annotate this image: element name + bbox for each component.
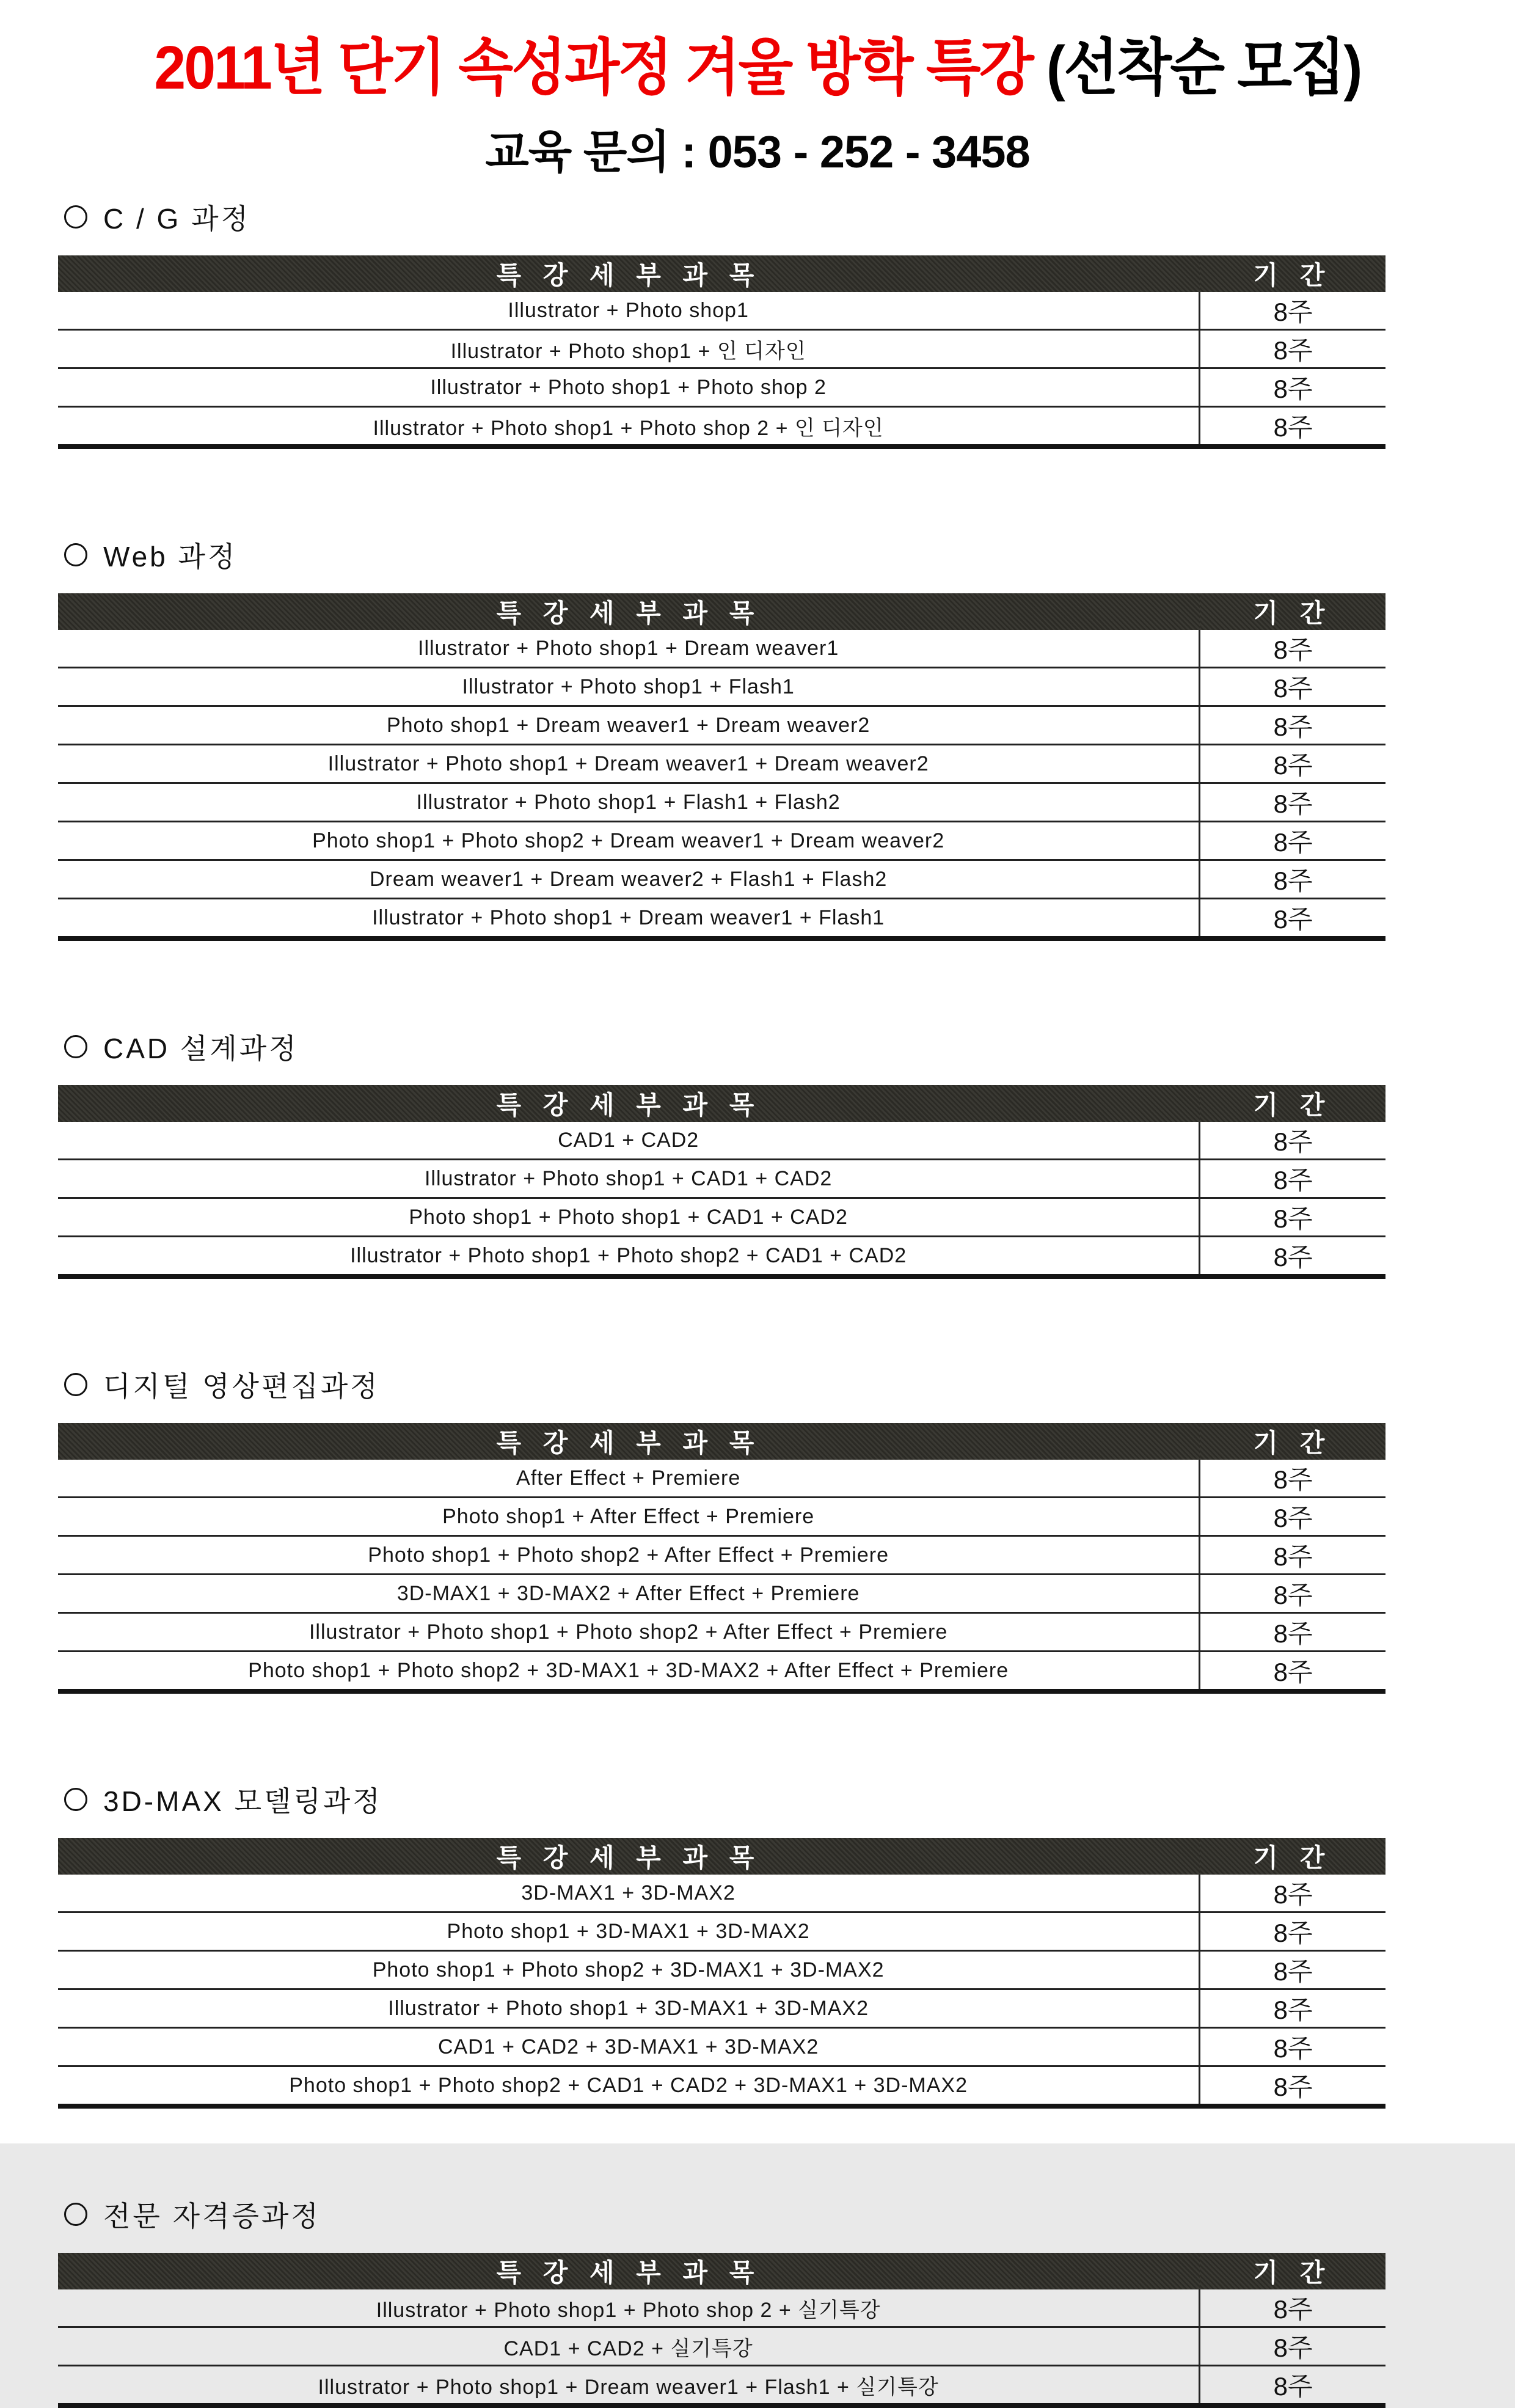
- section-title: C / G 과정: [103, 203, 250, 235]
- table-header-row: [58, 2253, 1385, 2289]
- course-table: [58, 1423, 1385, 1694]
- duration-cell: 8주: [1200, 745, 1385, 783]
- table-row: [58, 1875, 1385, 1912]
- table-row: [58, 1498, 1385, 1536]
- course-table: [58, 1838, 1385, 2109]
- table-row: [58, 668, 1385, 706]
- sections-container: [58, 197, 1385, 2408]
- subject-cell: Illustrator + Photo shop1 + Dream weaver1 + Flash1: [58, 899, 1200, 939]
- table-row: [58, 1575, 1385, 1613]
- table-row: [58, 745, 1385, 783]
- table-body: [58, 2289, 1385, 2406]
- subject-cell: After Effect + Premiere: [58, 1460, 1200, 1498]
- table-row: [58, 1460, 1385, 1498]
- duration-cell: 8주: [1200, 1198, 1385, 1237]
- subject-cell: Illustrator + Photo shop1 + Dream weaver1 + Dream weaver2: [58, 745, 1200, 783]
- circle-bullet-icon: [64, 1788, 87, 1811]
- course-section: [58, 535, 1385, 941]
- page-title: [53, 0, 1462, 106]
- subject-cell: Photo shop1 + Photo shop2 + 3D-MAX1 + 3D-MAX2 + After Effect + Premiere: [58, 1652, 1200, 1692]
- circle-bullet-icon: [64, 543, 87, 566]
- table-row: [58, 1989, 1385, 2028]
- duration-cell: 8주: [1200, 668, 1385, 706]
- table-row: [58, 1912, 1385, 1951]
- section-title: 전문 자격증과정: [103, 2200, 321, 2232]
- table-header-row: [58, 255, 1385, 292]
- table-row: [58, 783, 1385, 822]
- section-title: 디지털 영상편집과정: [103, 1371, 380, 1402]
- section-heading: [64, 535, 1385, 575]
- duration-cell: 8주: [1200, 2289, 1385, 2327]
- table-body: [58, 1122, 1385, 1276]
- table-row: [58, 899, 1385, 939]
- duration-cell: 8주: [1200, 822, 1385, 860]
- course-table: [58, 2253, 1385, 2408]
- subject-cell: CAD1 + CAD2 + 실기특강: [58, 2327, 1200, 2366]
- page-title-suffix: (선착순 모집): [1046, 34, 1361, 102]
- table-row: [58, 1613, 1385, 1652]
- subject-cell: Photo shop1 + Photo shop2 + After Effect + Premiere: [58, 1536, 1200, 1575]
- table-row: [58, 1237, 1385, 1277]
- duration-cell: 8주: [1200, 2327, 1385, 2366]
- duration-column-header: 기 간: [1200, 2253, 1385, 2289]
- duration-cell: 8주: [1200, 2066, 1385, 2107]
- table-row: [58, 330, 1385, 368]
- section-heading: [64, 197, 1385, 237]
- duration-cell: 8주: [1200, 1122, 1385, 1160]
- subject-cell: Photo shop1 + 3D-MAX1 + 3D-MAX2: [58, 1912, 1200, 1951]
- duration-column-header: 기 간: [1200, 1838, 1385, 1875]
- subject-cell: Photo shop1 + Photo shop2 + Dream weaver1 + Dream weaver2: [58, 822, 1200, 860]
- subject-cell: Illustrator + Photo shop1 + Photo shop2 + After Effect + Premiere: [58, 1613, 1200, 1652]
- subject-cell: Illustrator + Photo shop1 + Dream weaver1 + Flash1 + 실기특강: [58, 2366, 1200, 2406]
- subject-cell: Illustrator + Photo shop1 + Photo shop2 + CAD1 + CAD2: [58, 1237, 1200, 1277]
- duration-cell: 8주: [1200, 1613, 1385, 1652]
- subject-cell: Photo shop1 + Photo shop2 + 3D-MAX1 + 3D-MAX2: [58, 1951, 1200, 1989]
- duration-cell: 8주: [1200, 899, 1385, 939]
- course-section: [58, 1779, 1385, 2109]
- subject-cell: CAD1 + CAD2: [58, 1122, 1200, 1160]
- subject-cell: Illustrator + Photo shop1 + Flash1 + Flash2: [58, 783, 1200, 822]
- table-row: [58, 2066, 1385, 2107]
- table-row: [58, 1536, 1385, 1575]
- subject-column-header: 특 강 세 부 과 목: [58, 1085, 1200, 1122]
- duration-column-header: 기 간: [1200, 1085, 1385, 1122]
- circle-bullet-icon: [64, 205, 87, 229]
- circle-bullet-icon: [64, 2203, 87, 2226]
- table-row: [58, 822, 1385, 860]
- course-table: [58, 1085, 1385, 1279]
- circle-bullet-icon: [64, 1035, 87, 1058]
- subject-cell: Photo shop1 + Photo shop1 + CAD1 + CAD2: [58, 1198, 1200, 1237]
- table-body: [58, 630, 1385, 939]
- duration-column-header: 기 간: [1200, 593, 1385, 630]
- table-header-row: [58, 1085, 1385, 1122]
- duration-cell: 8주: [1200, 2366, 1385, 2406]
- section-heading: [64, 1364, 1385, 1405]
- duration-cell: 8주: [1200, 330, 1385, 368]
- subject-cell: Photo shop1 + Dream weaver1 + Dream weaver2: [58, 706, 1200, 745]
- subject-cell: Illustrator + Photo shop1 + Dream weaver1: [58, 630, 1200, 668]
- subject-column-header: 특 강 세 부 과 목: [58, 255, 1200, 292]
- course-section: [58, 1027, 1385, 1279]
- duration-cell: 8주: [1200, 1989, 1385, 2028]
- course-section: [58, 197, 1385, 449]
- table-header-row: [58, 1423, 1385, 1460]
- table-row: [58, 1198, 1385, 1237]
- subject-cell: 3D-MAX1 + 3D-MAX2 + After Effect + Premiere: [58, 1575, 1200, 1613]
- duration-cell: 8주: [1200, 783, 1385, 822]
- duration-cell: 8주: [1200, 1875, 1385, 1912]
- subject-column-header: 특 강 세 부 과 목: [58, 1838, 1200, 1875]
- subject-column-header: 특 강 세 부 과 목: [58, 1423, 1200, 1460]
- subject-cell: Illustrator + Photo shop1 + Photo shop 2: [58, 368, 1200, 407]
- table-row: [58, 1160, 1385, 1198]
- subject-column-header: 특 강 세 부 과 목: [58, 2253, 1200, 2289]
- table-body: [58, 1875, 1385, 2106]
- course-section: [58, 1364, 1385, 1694]
- table-row: [58, 2028, 1385, 2066]
- duration-cell: 8주: [1200, 1536, 1385, 1575]
- duration-cell: 8주: [1200, 2028, 1385, 2066]
- table-row: [58, 706, 1385, 745]
- course-section: [58, 2194, 1385, 2408]
- duration-cell: 8주: [1200, 1652, 1385, 1692]
- subject-cell: Dream weaver1 + Dream weaver2 + Flash1 + Flash2: [58, 860, 1200, 899]
- table-body: [58, 292, 1385, 447]
- course-table: [58, 255, 1385, 449]
- course-table: [58, 593, 1385, 941]
- table-row: [58, 1122, 1385, 1160]
- duration-cell: 8주: [1200, 407, 1385, 447]
- duration-column-header: 기 간: [1200, 255, 1385, 292]
- duration-cell: 8주: [1200, 292, 1385, 330]
- table-row: [58, 292, 1385, 330]
- subject-cell: Illustrator + Photo shop1 + CAD1 + CAD2: [58, 1160, 1200, 1198]
- section-title: Web 과정: [103, 541, 238, 573]
- table-row: [58, 1951, 1385, 1989]
- duration-cell: 8주: [1200, 1498, 1385, 1536]
- subject-cell: Photo shop1 + Photo shop2 + CAD1 + CAD2 + 3D-MAX1 + 3D-MAX2: [58, 2066, 1200, 2107]
- circle-bullet-icon: [64, 1373, 87, 1396]
- section-title: CAD 설계과정: [103, 1033, 299, 1064]
- duration-cell: 8주: [1200, 860, 1385, 899]
- subject-cell: Illustrator + Photo shop1: [58, 292, 1200, 330]
- subject-cell: 3D-MAX1 + 3D-MAX2: [58, 1875, 1200, 1912]
- table-row: [58, 860, 1385, 899]
- subject-cell: Illustrator + Photo shop1 + Photo shop 2 + 인 디자인: [58, 407, 1200, 447]
- table-row: [58, 368, 1385, 407]
- table-row: [58, 2366, 1385, 2406]
- subject-cell: Illustrator + Photo shop1 + Photo shop 2 + 실기특강: [58, 2289, 1200, 2327]
- duration-column-header: 기 간: [1200, 1423, 1385, 1460]
- section-heading: [64, 2194, 1385, 2234]
- subject-cell: Illustrator + Photo shop1 + 인 디자인: [58, 330, 1200, 368]
- duration-cell: 8주: [1200, 630, 1385, 668]
- table-row: [58, 407, 1385, 447]
- table-row: [58, 2327, 1385, 2366]
- table-body: [58, 1460, 1385, 1691]
- table-header-row: [58, 1838, 1385, 1875]
- page-title-main: 2011년 단기 속성과정 겨울 방학 특강: [154, 34, 1046, 102]
- table-header-row: [58, 593, 1385, 630]
- subject-cell: Illustrator + Photo shop1 + Flash1: [58, 668, 1200, 706]
- duration-cell: 8주: [1200, 1160, 1385, 1198]
- section-heading: [64, 1027, 1385, 1067]
- table-row: [58, 630, 1385, 668]
- duration-cell: 8주: [1200, 368, 1385, 407]
- duration-cell: 8주: [1200, 1575, 1385, 1613]
- section-title: 3D-MAX 모델링과정: [103, 1785, 382, 1817]
- duration-cell: 8주: [1200, 706, 1385, 745]
- subject-cell: Illustrator + Photo shop1 + 3D-MAX1 + 3D-MAX2: [58, 1989, 1200, 2028]
- subject-cell: CAD1 + CAD2 + 3D-MAX1 + 3D-MAX2: [58, 2028, 1200, 2066]
- duration-cell: 8주: [1200, 1460, 1385, 1498]
- duration-cell: 8주: [1200, 1237, 1385, 1277]
- subject-column-header: 특 강 세 부 과 목: [58, 593, 1200, 630]
- table-row: [58, 2289, 1385, 2327]
- duration-cell: 8주: [1200, 1912, 1385, 1951]
- table-row: [58, 1652, 1385, 1692]
- section-heading: [64, 1779, 1385, 1820]
- subject-cell: Photo shop1 + After Effect + Premiere: [58, 1498, 1200, 1536]
- contact-phone-line: 교육 문의 : 053 - 252 - 3458: [485, 126, 1030, 177]
- duration-cell: 8주: [1200, 1951, 1385, 1989]
